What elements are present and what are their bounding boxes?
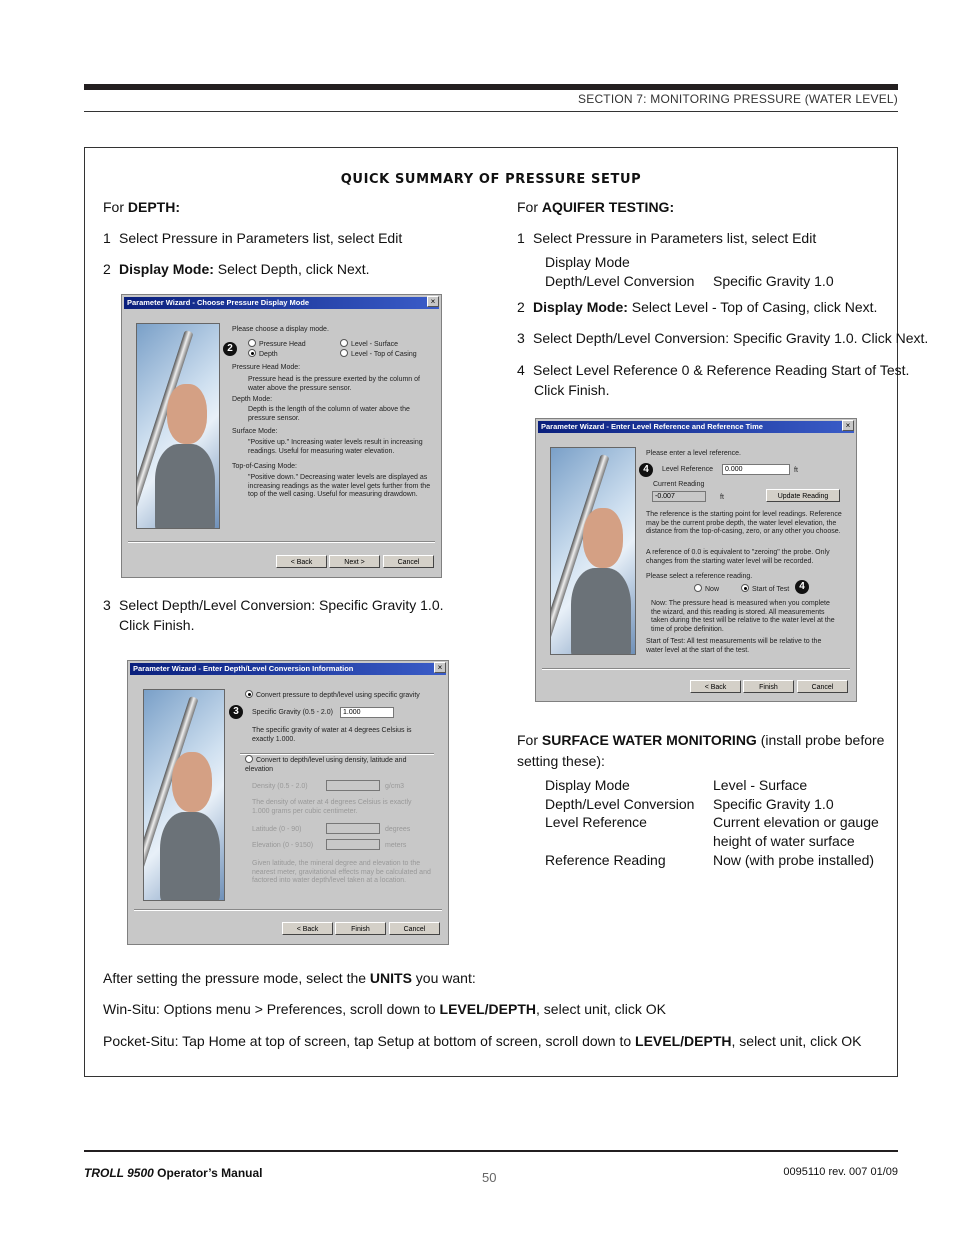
surface-row-value: Specific Gravity 1.0 bbox=[713, 796, 834, 812]
surface-row-value: Level - Surface bbox=[713, 777, 808, 793]
units-text: Win-Situ: Options menu > Preferences, scroll down to bbox=[103, 1001, 440, 1017]
header-underline bbox=[84, 111, 898, 112]
dialog-title: Parameter Wizard - Enter Level Reference and Reference Time bbox=[541, 422, 763, 431]
dialog-separator bbox=[134, 909, 442, 911]
field-label: Level Reference bbox=[662, 466, 713, 473]
dialog-prompt: Please select a reference reading. bbox=[646, 573, 753, 580]
radio-icon bbox=[694, 584, 702, 592]
close-icon[interactable]: × bbox=[427, 296, 439, 307]
units-text: After setting the pressure mode, select the bbox=[103, 970, 370, 986]
surface-row-label: Display Mode bbox=[545, 777, 630, 793]
finish-button[interactable]: Finish bbox=[335, 922, 386, 935]
footer-manual-title bbox=[84, 1166, 263, 1180]
surface-row-label: Level Reference bbox=[545, 814, 647, 830]
surface-row-label: Reference Reading bbox=[545, 852, 666, 868]
box-title: QUICK SUMMARY OF PRESSURE SETUP bbox=[340, 172, 642, 187]
dialog-choose-display-mode bbox=[121, 294, 442, 578]
close-icon[interactable]: × bbox=[842, 420, 854, 431]
mode-heading: Depth Mode: bbox=[232, 396, 273, 403]
depth-step-3-line2: Click Finish. bbox=[119, 617, 195, 633]
units-intro bbox=[103, 968, 476, 988]
dialog-title: Parameter Wizard - Choose Pressure Display Mode bbox=[127, 298, 310, 307]
radio-icon bbox=[245, 755, 253, 763]
surface-row-value: height of water surface bbox=[713, 833, 855, 849]
units-text: Pocket-Situ: Tap Home at top of screen, tap Setup at bottom of screen, scroll down to bbox=[103, 1033, 636, 1049]
mode-description: Depth is the length of the column of water above the pressure sensor. bbox=[248, 406, 410, 422]
field-label: Elevation (0 - 9150) bbox=[252, 842, 314, 849]
probe-photo bbox=[136, 323, 220, 529]
cancel-button[interactable]: Cancel bbox=[389, 922, 440, 935]
radio-icon bbox=[340, 349, 348, 357]
units-win-situ bbox=[103, 999, 666, 1019]
probe-photo bbox=[143, 689, 225, 901]
zero-description: A reference of 0.0 is equivalent to "zeroing" the probe. Only changes from the starting water level will be recorded. bbox=[646, 549, 830, 565]
field-label: Current Reading bbox=[653, 481, 705, 488]
step-text: Select Level Reference 0 & Reference Reading Start of Test. bbox=[533, 362, 910, 378]
radio-selected-icon bbox=[248, 349, 256, 357]
dialog-separator bbox=[542, 668, 850, 670]
dialog-title-bar bbox=[130, 663, 446, 675]
radio-label: Level - Surface bbox=[351, 341, 399, 348]
step-text: Select Pressure in Parameters list, select Edit bbox=[533, 230, 817, 246]
current-reading-field: -0.007 bbox=[652, 491, 706, 502]
page-number: 50 bbox=[482, 1170, 497, 1185]
finish-button[interactable]: Finish bbox=[743, 680, 794, 693]
surface-heading-prefix: For bbox=[517, 732, 542, 748]
units-text: , select unit, click OK bbox=[731, 1033, 862, 1049]
step-text: Select Pressure in Parameters list, select Edit bbox=[119, 230, 403, 246]
elevation-input[interactable] bbox=[326, 839, 380, 850]
dialog-title: Parameter Wizard - Enter Depth/Level Conversion Information bbox=[133, 664, 354, 673]
footer-rule bbox=[84, 1150, 898, 1152]
units-pocket-situ bbox=[103, 1031, 861, 1051]
step-number: 3 bbox=[103, 597, 111, 613]
depth-step-1 bbox=[103, 228, 402, 248]
step-number: 3 bbox=[517, 330, 525, 346]
radio-density[interactable] bbox=[245, 755, 425, 774]
surface-heading-bold: SURFACE WATER MONITORING bbox=[541, 732, 757, 748]
radio-label: Convert to depth/level using density, latitude and elevation bbox=[245, 757, 407, 773]
aquifer-sub-conversion-label: Depth/Level Conversion bbox=[545, 273, 695, 289]
cancel-button[interactable]: Cancel bbox=[797, 680, 848, 693]
reference-description: The reference is the starting point for level readings. Reference may be the current probe depth, the water level elevation, the distance from the top-of-casing, zero, or any other you choose. bbox=[646, 511, 842, 535]
latitude-input[interactable] bbox=[326, 823, 380, 834]
step-number: 1 bbox=[517, 230, 525, 246]
radio-level-surface[interactable] bbox=[340, 339, 398, 350]
step-bold: Display Mode: bbox=[533, 299, 628, 315]
start-description: Start of Test: All test measurements will be relative to the water level at the start of the test. bbox=[646, 638, 822, 654]
aquifer-step-1 bbox=[517, 228, 816, 248]
dialog-depth-level-conversion bbox=[127, 660, 449, 945]
radio-depth[interactable] bbox=[248, 349, 278, 360]
radio-label: Now bbox=[705, 586, 720, 593]
aquifer-step-4 bbox=[517, 360, 909, 380]
mode-description: "Positive up." Increasing water levels result in increasing readings. Useful for measuring water elevation. bbox=[248, 439, 423, 455]
field-unit: ft bbox=[720, 494, 724, 501]
radio-label: Depth bbox=[259, 351, 278, 358]
now-description: Now: The pressure head is measured when you complete the wizard, and this reading is stored. All measurements taken during the test will be relative to the water level at the time of probe definition. bbox=[651, 600, 835, 633]
header-rule bbox=[84, 84, 898, 90]
step-text: Select Level - Top of Casing, click Next. bbox=[627, 299, 878, 315]
aquifer-sub-display-mode: Display Mode bbox=[545, 254, 630, 270]
step-badge: 4 bbox=[795, 580, 809, 594]
step-text: Select Depth/Level Conversion: Specific Gravity 1.0. Click Next. bbox=[533, 330, 929, 346]
units-text: you want: bbox=[411, 970, 476, 986]
radio-start-of-test[interactable] bbox=[741, 584, 789, 595]
aquifer-step-3 bbox=[517, 328, 928, 348]
radio-now[interactable] bbox=[694, 584, 719, 595]
step-badge: 4 bbox=[639, 463, 653, 477]
step-badge: 2 bbox=[223, 342, 237, 356]
radio-specific-gravity[interactable] bbox=[245, 690, 420, 701]
probe-photo bbox=[550, 447, 636, 655]
radio-icon bbox=[340, 339, 348, 347]
radio-selected-icon bbox=[741, 584, 749, 592]
mode-description: Pressure head is the pressure exerted by the column of water above the pressure sensor. bbox=[248, 376, 420, 392]
back-button[interactable]: < Back bbox=[276, 555, 327, 568]
radio-label: Convert pressure to depth/level using specific gravity bbox=[256, 692, 420, 699]
units-bold: LEVEL/DEPTH bbox=[635, 1033, 732, 1049]
aquifer-step-2 bbox=[517, 297, 877, 317]
aquifer-heading-bold: AQUIFER TESTING: bbox=[541, 199, 675, 215]
document-number: 0095110 rev. 007 01/09 bbox=[783, 1166, 898, 1178]
field-unit: degrees bbox=[385, 826, 411, 833]
surface-row-value: Now (with probe installed) bbox=[713, 852, 875, 868]
step-number: 2 bbox=[103, 261, 111, 277]
footer-model: 9500 bbox=[123, 1166, 154, 1180]
dialog-prompt: Please enter a level reference. bbox=[646, 450, 741, 457]
field-description: The specific gravity of water at 4 degrees Celsius is exactly 1.000. bbox=[252, 727, 412, 743]
units-bold: UNITS bbox=[369, 970, 412, 986]
surface-heading-rest: (install probe before bbox=[756, 732, 885, 748]
field-label: Specific Gravity (0.5 - 2.0) bbox=[252, 709, 333, 716]
depth-step-3 bbox=[103, 595, 444, 615]
update-reading-button[interactable]: Update Reading bbox=[766, 489, 840, 502]
mode-description: "Positive down." Decreasing water levels are displayed as increasing readings as the water level gets further from the top of the well casing. Useful for measuring drawdown. bbox=[248, 474, 431, 498]
mode-heading: Top-of-Casing Mode: bbox=[232, 463, 297, 470]
aquifer-step-4-line2: Click Finish. bbox=[534, 382, 610, 398]
aquifer-heading-prefix: For bbox=[517, 199, 542, 215]
depth-heading bbox=[103, 197, 180, 217]
dialog-level-reference bbox=[535, 418, 857, 702]
step-bold: Display Mode: bbox=[119, 261, 214, 277]
field-unit: ft bbox=[794, 467, 798, 474]
field-unit: meters bbox=[385, 842, 407, 849]
field-description: The density of water at 4 degrees Celsius is exactly 1.000 grams per cubic centimeter. bbox=[252, 799, 412, 815]
radio-icon bbox=[248, 339, 256, 347]
dialog-title-bar bbox=[124, 297, 439, 309]
back-button[interactable]: < Back bbox=[282, 922, 333, 935]
dialog-title-bar bbox=[538, 421, 854, 433]
depth-step-2 bbox=[103, 259, 370, 279]
surface-heading bbox=[517, 730, 884, 750]
step-number: 1 bbox=[103, 230, 111, 246]
field-unit: g/cm3 bbox=[385, 783, 405, 790]
surface-row-value: Current elevation or gauge bbox=[713, 814, 879, 830]
step-badge: 3 bbox=[229, 705, 243, 719]
aquifer-heading bbox=[517, 197, 674, 217]
depth-heading-prefix: For bbox=[103, 199, 128, 215]
density-input[interactable] bbox=[326, 780, 380, 791]
back-button[interactable]: < Back bbox=[690, 680, 741, 693]
aquifer-sub-conversion-value: Specific Gravity 1.0 bbox=[713, 273, 834, 289]
close-icon[interactable]: × bbox=[434, 662, 446, 673]
step-text: Select Depth/Level Conversion: Specific Gravity 1.0. bbox=[119, 597, 444, 613]
field-description: Given latitude, the mineral degree and elevation to the nearest meter, gravitational effects may be calculated and factored into water depth/level taken at a location. bbox=[252, 860, 431, 884]
footer-manual: Operator’s Manual bbox=[153, 1166, 263, 1180]
specific-gravity-input[interactable]: 1.000 bbox=[340, 707, 394, 718]
mode-heading: Pressure Head Mode: bbox=[232, 364, 301, 371]
level-reference-input[interactable]: 0.000 bbox=[722, 464, 790, 475]
dialog-separator bbox=[128, 541, 435, 543]
radio-pressure-head[interactable] bbox=[248, 339, 306, 350]
mode-heading: Surface Mode: bbox=[232, 428, 278, 435]
next-button[interactable]: Next > bbox=[329, 555, 380, 568]
surface-row-label: Depth/Level Conversion bbox=[545, 796, 695, 812]
section-header: SECTION 7: MONITORING PRESSURE (WATER LEVEL) bbox=[578, 92, 898, 106]
radio-level-toc[interactable] bbox=[340, 349, 417, 360]
radio-label: Start of Test bbox=[752, 586, 790, 593]
depth-heading-bold: DEPTH: bbox=[127, 199, 181, 215]
cancel-button[interactable]: Cancel bbox=[383, 555, 434, 568]
field-label: Latitude (0 - 90) bbox=[252, 826, 302, 833]
dialog-prompt: Please choose a display mode. bbox=[232, 326, 329, 333]
step-number: 4 bbox=[517, 362, 525, 378]
footer-brand: TROLL bbox=[84, 1166, 124, 1180]
step-number: 2 bbox=[517, 299, 525, 315]
radio-selected-icon bbox=[245, 690, 253, 698]
surface-heading-line2: setting these): bbox=[517, 753, 605, 769]
units-bold: LEVEL/DEPTH bbox=[439, 1001, 537, 1017]
radio-label: Level - Top of Casing bbox=[351, 351, 417, 358]
step-text: Select Depth, click Next. bbox=[213, 261, 370, 277]
field-label: Density (0.5 - 2.0) bbox=[252, 783, 308, 790]
radio-label: Pressure Head bbox=[259, 341, 306, 348]
units-text: , select unit, click OK bbox=[536, 1001, 666, 1017]
